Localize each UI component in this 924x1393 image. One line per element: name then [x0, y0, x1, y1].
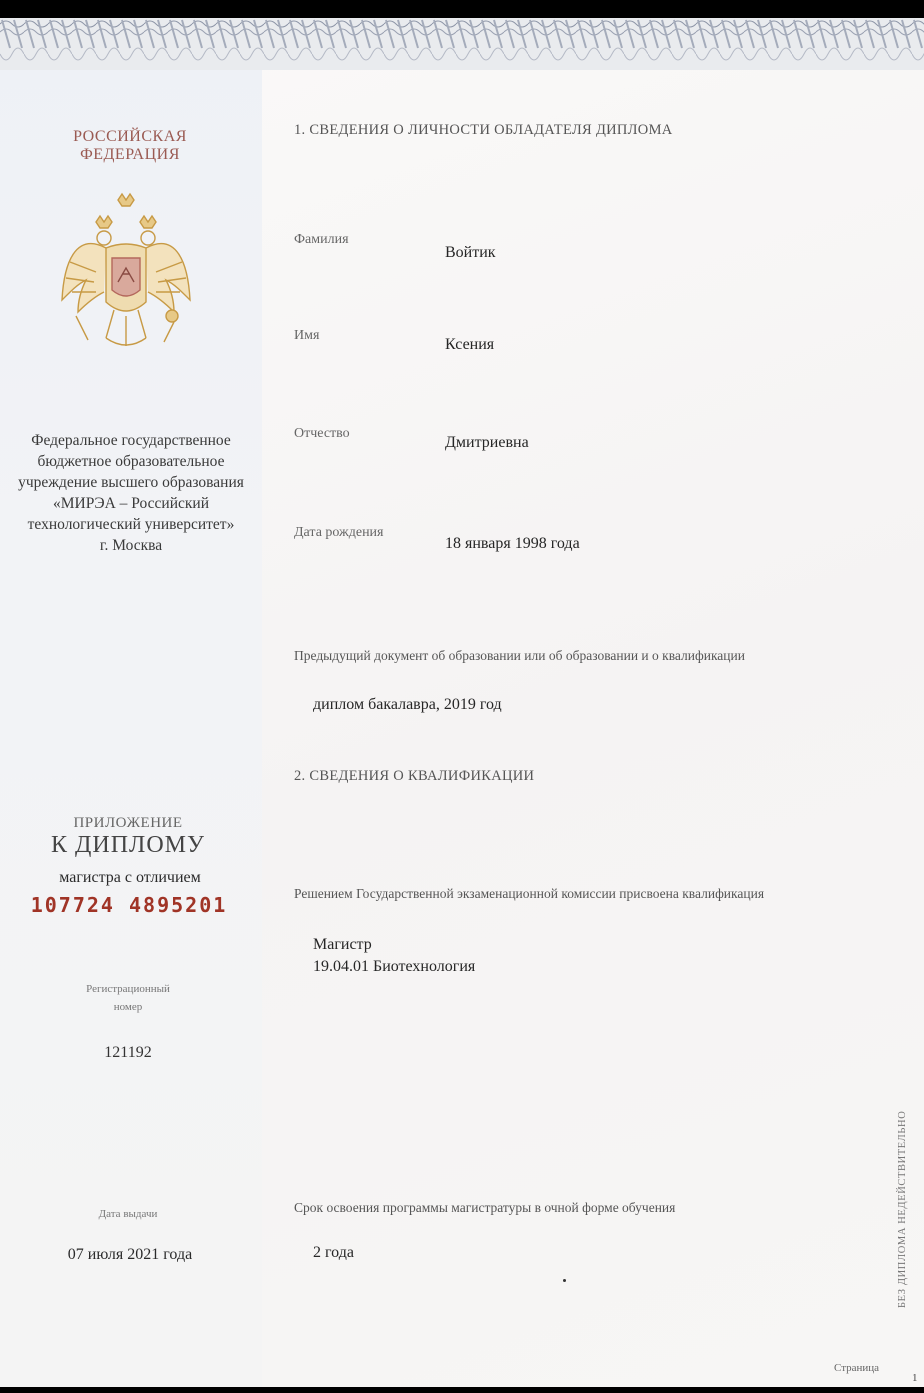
registration-label	[58, 980, 198, 1016]
patronymic-label: Отчество	[294, 426, 350, 441]
study-term-label: Срок освоения программы магистратуры в очной форме обучения	[294, 1200, 676, 1215]
registration-label-line-2: номер	[113, 1001, 143, 1013]
country-title	[40, 128, 220, 164]
birth-date-label: Дата рождения	[294, 525, 384, 540]
section-2-heading: 2. СВЕДЕНИЯ О КВАЛИФИКАЦИИ	[294, 768, 535, 784]
institution-city: г. Москва	[99, 537, 163, 554]
institution-line: Федеральное государственное	[31, 432, 231, 449]
institution-line: бюджетное образовательное	[37, 453, 225, 470]
name-value: Ксения	[445, 336, 495, 353]
registration-label-line-1: Регистрационный	[86, 983, 170, 995]
diploma-appendix-page	[0, 18, 924, 1387]
double-headed-eagle-emblem-icon	[56, 192, 196, 354]
previous-document-value: диплом бакалавра, 2019 год	[313, 696, 502, 713]
country-line-2: ФЕДЕРАЦИЯ	[80, 146, 180, 163]
page-number: 1	[912, 1372, 918, 1384]
section-1-heading: 1. СВЕДЕНИЯ О ЛИЧНОСТИ ОБЛАДАТЕЛЯ ДИПЛОМА	[294, 122, 673, 138]
issue-date-label: Дата выдачи	[98, 1208, 158, 1220]
previous-document-label: Предыдущий документ об образовании или об образовании и о квалификации	[294, 648, 745, 663]
institution-line: учреждение высшего образования	[18, 474, 244, 491]
surname-label: Фамилия	[294, 232, 349, 247]
appendix-title-line-2: К ДИПЛОМУ	[51, 832, 205, 858]
vertical-validity-text: БЕЗ ДИПЛОМА НЕДЕЙСТВИТЕЛЬНО	[897, 1110, 908, 1308]
institution-name	[0, 430, 262, 556]
issue-date: 07 июля 2021 года	[67, 1246, 193, 1263]
appendix-title-line-1: ПРИЛОЖЕНИЕ	[73, 815, 183, 831]
qualification-title: Магистр	[313, 936, 372, 953]
degree-level: магистра с отличием	[59, 869, 201, 886]
name-label: Имя	[294, 328, 320, 343]
serial-number: 107724 4895201	[30, 893, 228, 917]
page-label: Страница	[834, 1362, 880, 1374]
birth-date-value: 18 января 1998 года	[445, 535, 580, 552]
commission-label: Решением Государственной экзаменационной комиссии присвоена квалификация	[294, 886, 765, 901]
patronymic-value: Дмитриевна	[445, 434, 529, 451]
institution-line: «МИРЭА – Российский	[53, 495, 209, 512]
registration-number: 121192	[104, 1044, 152, 1061]
country-line-1: РОССИЙСКАЯ	[73, 128, 187, 145]
qualification-program: 19.04.01 Биотехнология	[313, 958, 476, 975]
security-ornament-border	[0, 18, 924, 70]
ink-dot	[563, 1279, 566, 1282]
surname-value: Войтик	[445, 244, 496, 261]
institution-line: технологический университет»	[27, 516, 235, 533]
study-term-value: 2 года	[313, 1244, 354, 1261]
